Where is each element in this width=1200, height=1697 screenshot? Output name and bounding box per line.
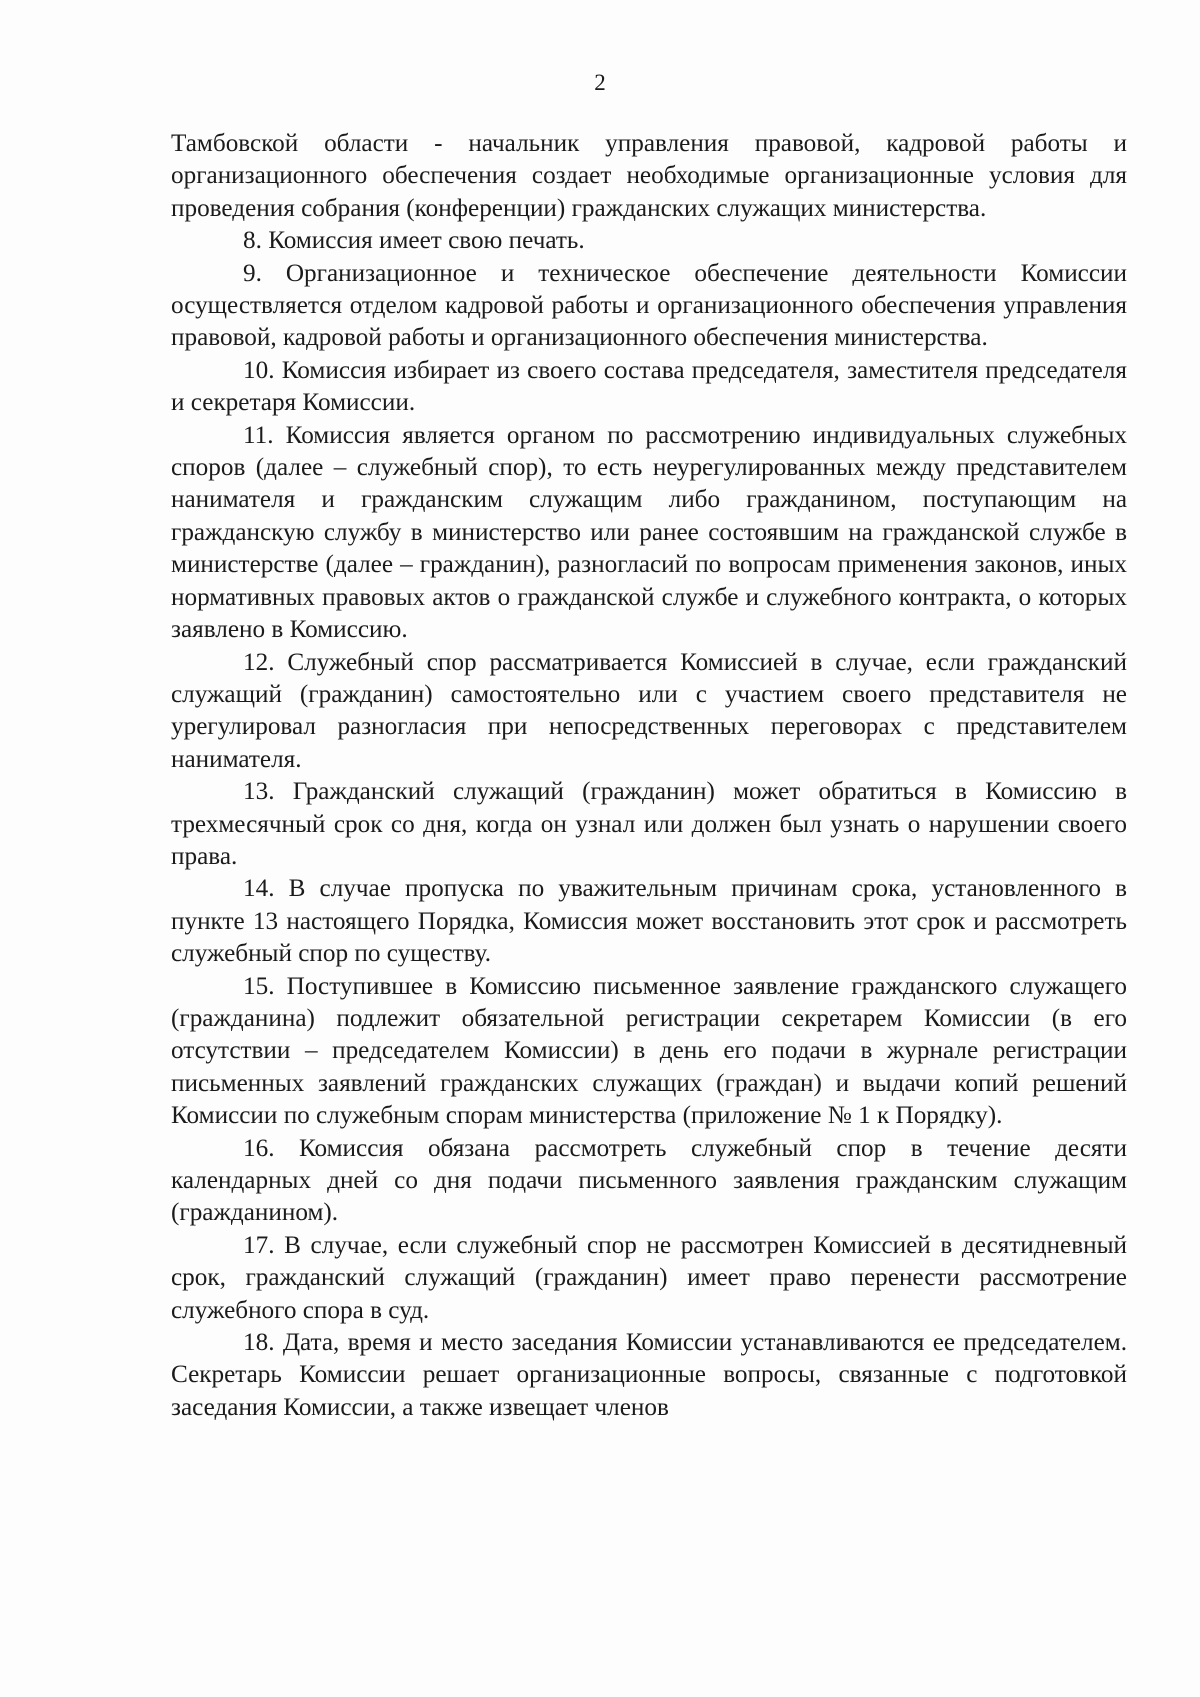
paragraph-18: 18. Дата, время и место заседания Комиссии устанавливаются ее председателем. Секретарь Комиссии решает организационные вопросы, связанные с подготовкой заседания Комиссии, а также извещает членов: [171, 1329, 1127, 1421]
paragraph-15: 15. Поступившее в Комиссию письменное заявление гражданского служащего (гражданина) подлежит обязательной регистрации секретарем Комиссии (в его отсутствии – председателем Комиссии) в день его подачи в журнале регистрации письменных заявлений гражданских служащих (граждан) и выдачи копий решений Комиссии по служебным спорам министерства (приложение № 1 к Порядку).: [171, 972, 1127, 1130]
page-number: 2: [594, 70, 606, 95]
paragraph-14: 14. В случае пропуска по уважительным причинам срока, установленного в пункте 13 настоящего Порядка, Комиссия может восстановить этот срок и рассмотреть служебный спор по существу.: [171, 875, 1127, 968]
document-body: [171, 128, 1127, 1424]
paragraph-8: 8. Комиссия имеет свою печать.: [243, 227, 585, 255]
paragraph-17: 17. В случае, если служебный спор не рассмотрен Комиссией в десятидневный срок, гражданский служащий (гражданин) имеет право перенести рассмотрение служебного спора в суд.: [171, 1231, 1127, 1324]
paragraph-11: 11. Комиссия является органом по рассмотрению индивидуальных служебных споров (далее – служебный спор), то есть неурегулированных между представителем нанимателя и гражданским служащим либо гражданином, поступающим на гражданскую службу в министерство или ранее состоявшим на гражданской службе в министерстве (далее – гражданин), разногласий по вопросам применения законов, иных нормативных правовых актов о гражданской службе и служебного контракта, о которых заявлено в Комиссию.: [171, 421, 1127, 644]
paragraph-13: 13. Гражданский служащий (гражданин) может обратиться в Комиссию в трехмесячный срок со дня, когда он узнал или должен был узнать о нарушении своего права.: [171, 778, 1127, 870]
paragraph-continuation: Тамбовской области - начальник управления правовой, кадровой работы и организационного обеспечения создает необходимые организационные условия для проведения собрания (конференции) гражданских служащих министерства.: [171, 130, 1127, 222]
paragraph-10: 10. Комиссия избирает из своего состава председателя, заместителя председателя и секретаря Комиссии.: [171, 356, 1127, 417]
paragraph-16: 16. Комиссия обязана рассмотреть служебный спор в течение десяти календарных дней со дня подачи письменного заявления гражданским служащим (гражданином).: [171, 1134, 1127, 1227]
paragraph-9: 9. Организационное и техническое обеспечение деятельности Комиссии осуществляется отделом кадровой работы и организационного обеспечения управления правовой, кадровой работы и организационного обеспечения министерства.: [171, 259, 1127, 352]
paragraph-12: 12. Служебный спор рассматривается Комиссией в случае, если гражданский служащий (гражданин) самостоятельно или с участием своего представителя не урегулировал разногласия при непосредственных переговорах с представителем нанимателя.: [171, 648, 1127, 773]
